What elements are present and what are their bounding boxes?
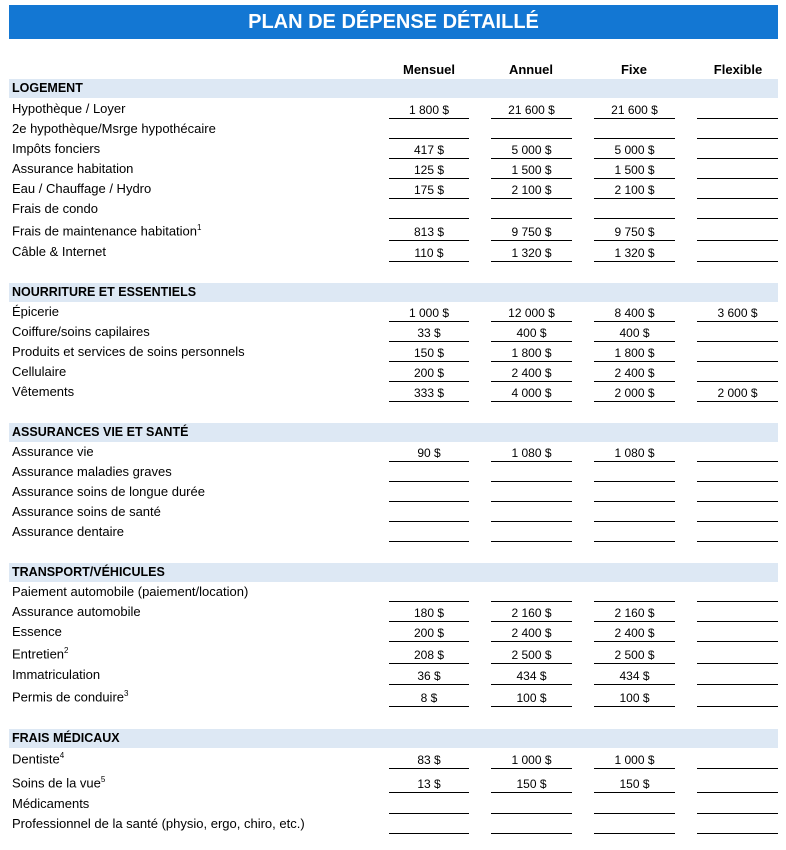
section-title: ASSURANCES VIE ET SANTÉ: [12, 425, 189, 439]
cell-annuel[interactable]: 4 000 $: [491, 384, 572, 402]
cell-mensuel[interactable]: 813 $: [389, 223, 469, 241]
cell-fixe[interactable]: [594, 584, 675, 602]
cell-mensuel[interactable]: [389, 121, 469, 139]
row-label: Médicaments: [12, 796, 90, 811]
cell-annuel[interactable]: [491, 796, 572, 814]
cell-mensuel[interactable]: 180 $: [389, 604, 469, 622]
row-label: Assurance maladies graves: [12, 464, 172, 479]
cell-fixe[interactable]: 150 $: [594, 775, 675, 793]
cell-flexible[interactable]: [697, 223, 778, 241]
column-header-mensuel: Mensuel: [402, 62, 455, 77]
cell-flexible[interactable]: [697, 646, 778, 664]
cell-mensuel[interactable]: [389, 796, 469, 814]
cell-mensuel[interactable]: 333 $: [389, 384, 469, 402]
cell-fixe[interactable]: 1 080 $: [594, 444, 675, 462]
cell-mensuel[interactable]: 175 $: [389, 181, 469, 199]
row-label: Immatriculation: [12, 667, 101, 682]
column-header-annuel: Annuel: [508, 62, 554, 77]
cell-mensuel[interactable]: [389, 484, 469, 502]
cell-mensuel[interactable]: [389, 584, 469, 602]
column-header-flexible: Flexible: [713, 62, 763, 77]
cell-mensuel[interactable]: 90 $: [389, 444, 469, 462]
cell-mensuel[interactable]: [389, 201, 469, 219]
row-label: Permis de conduire$^3$: [12, 689, 129, 705]
cell-flexible[interactable]: [697, 201, 778, 219]
row-label: Essence: [12, 624, 62, 639]
cell-fixe[interactable]: [594, 524, 675, 542]
cell-flexible[interactable]: [697, 584, 778, 602]
row-label: Assurance habitation: [12, 161, 134, 176]
cell-annuel[interactable]: [491, 504, 572, 522]
cell-annuel[interactable]: 150 $: [491, 775, 572, 793]
cell-mensuel[interactable]: 1 800 $: [389, 101, 469, 119]
cell-flexible[interactable]: [697, 604, 778, 622]
row-label: Paiement automobile (paiement/location): [12, 584, 249, 599]
cell-flexible[interactable]: [697, 775, 778, 793]
cell-fixe[interactable]: 400 $: [594, 324, 675, 342]
cell-fixe[interactable]: [594, 796, 675, 814]
cell-annuel[interactable]: 1 800 $: [491, 344, 572, 362]
cell-annuel[interactable]: 434 $: [491, 667, 572, 685]
cell-flexible[interactable]: [697, 796, 778, 814]
cell-annuel[interactable]: [491, 201, 572, 219]
cell-fixe[interactable]: 2 000 $: [594, 384, 675, 402]
cell-flexible[interactable]: [697, 244, 778, 262]
cell-fixe[interactable]: [594, 121, 675, 139]
cell-mensuel[interactable]: 110 $: [389, 244, 469, 262]
cell-annuel[interactable]: 1 000 $: [491, 751, 572, 769]
section-title: FRAIS MÉDICAUX: [12, 731, 120, 745]
cell-annuel[interactable]: [491, 524, 572, 542]
cell-flexible[interactable]: [697, 161, 778, 179]
footnote-marker: 5: [100, 775, 106, 784]
row-label: Professionnel de la santé (physio, ergo, chiro, etc.): [12, 816, 305, 831]
footnote-marker: 1: [197, 223, 202, 232]
cell-flexible[interactable]: [697, 364, 778, 382]
row-label: Dentiste$^4$: [12, 751, 65, 767]
footnote-marker: 4: [59, 751, 65, 760]
cell-annuel[interactable]: [491, 816, 572, 834]
cell-fixe[interactable]: 1 000 $: [594, 751, 675, 769]
section-title: LOGEMENT: [12, 81, 83, 95]
row-label: Eau / Chauffage / Hydro: [12, 181, 152, 196]
cell-mensuel[interactable]: 150 $: [389, 344, 469, 362]
cell-flexible[interactable]: [697, 667, 778, 685]
footnote-marker: 2: [64, 646, 69, 655]
cell-fixe[interactable]: 2 400 $: [594, 364, 675, 382]
cell-annuel[interactable]: 1 500 $: [491, 161, 572, 179]
row-label: Hypothèque / Loyer: [12, 101, 126, 116]
cell-fixe[interactable]: [594, 201, 675, 219]
cell-flexible[interactable]: [697, 121, 778, 139]
row-label: Assurance dentaire: [12, 524, 125, 539]
cell-fixe[interactable]: 8 400 $: [594, 304, 675, 322]
cell-mensuel[interactable]: 1 000 $: [389, 304, 469, 322]
cell-annuel[interactable]: 21 600 $: [491, 101, 572, 119]
cell-annuel[interactable]: 400 $: [491, 324, 572, 342]
cell-fixe[interactable]: [594, 464, 675, 482]
cell-mensuel[interactable]: 36 $: [389, 667, 469, 685]
row-label: Assurance soins de longue durée: [12, 484, 205, 499]
cell-annuel[interactable]: [491, 464, 572, 482]
cell-flexible[interactable]: [697, 751, 778, 769]
cell-annuel[interactable]: [491, 121, 572, 139]
cell-flexible[interactable]: [697, 344, 778, 362]
footnote-marker: 3: [124, 689, 129, 698]
cell-mensuel[interactable]: 200 $: [389, 624, 469, 642]
row-label: Vêtements: [12, 384, 75, 399]
cell-fixe[interactable]: 100 $: [594, 689, 675, 707]
cell-flexible[interactable]: 2 000 $: [697, 384, 778, 402]
cell-annuel[interactable]: 2 400 $: [491, 364, 572, 382]
cell-fixe[interactable]: [594, 484, 675, 502]
cell-annuel[interactable]: 2 100 $: [491, 181, 572, 199]
row-label: Câble & Internet: [12, 244, 106, 259]
cell-annuel[interactable]: 1 080 $: [491, 444, 572, 462]
cell-annuel[interactable]: 1 320 $: [491, 244, 572, 262]
cell-mensuel[interactable]: 208 $: [389, 646, 469, 664]
section-title: NOURRITURE ET ESSENTIELS: [12, 285, 197, 299]
cell-annuel[interactable]: 2 500 $: [491, 646, 572, 664]
cell-fixe[interactable]: 2 160 $: [594, 604, 675, 622]
cell-flexible[interactable]: [697, 484, 778, 502]
cell-fixe[interactable]: [594, 504, 675, 522]
row-label: Cellulaire: [12, 364, 67, 379]
cell-fixe[interactable]: 21 600 $: [594, 101, 675, 119]
cell-annuel[interactable]: 5 000 $: [491, 141, 572, 159]
cell-flexible[interactable]: 3 600 $: [697, 304, 778, 322]
column-header-fixe: Fixe: [620, 62, 647, 77]
cell-mensuel[interactable]: [389, 524, 469, 542]
cell-flexible[interactable]: [697, 624, 778, 642]
cell-flexible[interactable]: [697, 464, 778, 482]
row-label: Épicerie: [12, 304, 59, 319]
cell-fixe[interactable]: 1 320 $: [594, 244, 675, 262]
cell-mensuel[interactable]: 417 $: [389, 141, 469, 159]
cell-fixe[interactable]: 2 400 $: [594, 624, 675, 642]
cell-flexible[interactable]: [697, 141, 778, 159]
cell-mensuel[interactable]: 83 $: [389, 751, 469, 769]
row-label: Frais de condo: [12, 201, 98, 216]
row-label: Assurance soins de santé: [12, 504, 161, 519]
cell-annuel[interactable]: [491, 584, 572, 602]
cell-mensuel[interactable]: 8 $: [389, 689, 469, 707]
row-label: Frais de maintenance habitation$^1$: [12, 223, 202, 239]
cell-mensuel[interactable]: 13 $: [389, 775, 469, 793]
section-header-bar: [9, 729, 778, 748]
section-header-bar: [9, 79, 778, 98]
row-label: Entretien$^2$: [12, 646, 69, 662]
cell-flexible[interactable]: [697, 181, 778, 199]
cell-fixe[interactable]: 2 100 $: [594, 181, 675, 199]
page-title: PLAN DE DÉPENSE DÉTAILLÉ: [9, 5, 778, 39]
cell-flexible[interactable]: [697, 689, 778, 707]
cell-flexible[interactable]: [697, 444, 778, 462]
cell-mensuel[interactable]: [389, 504, 469, 522]
cell-fixe[interactable]: [594, 816, 675, 834]
row-label: Assurance automobile: [12, 604, 141, 619]
cell-fixe[interactable]: 9 750 $: [594, 223, 675, 241]
section-title: TRANSPORT/VÉHICULES: [12, 565, 165, 579]
cell-mensuel[interactable]: [389, 816, 469, 834]
row-label: Produits et services de soins personnels: [12, 344, 245, 359]
cell-flexible[interactable]: [697, 816, 778, 834]
row-label: 2e hypothèque/Msrge hypothécaire: [12, 121, 216, 136]
cell-flexible[interactable]: [697, 324, 778, 342]
cell-mensuel[interactable]: 33 $: [389, 324, 469, 342]
cell-annuel[interactable]: 100 $: [491, 689, 572, 707]
cell-mensuel[interactable]: 125 $: [389, 161, 469, 179]
cell-annuel[interactable]: 2 160 $: [491, 604, 572, 622]
row-label: Soins de la vue$^5$: [12, 775, 106, 791]
cell-flexible[interactable]: [697, 524, 778, 542]
cell-annuel[interactable]: [491, 484, 572, 502]
cell-fixe[interactable]: 1 800 $: [594, 344, 675, 362]
cell-annuel[interactable]: 12 000 $: [491, 304, 572, 322]
cell-mensuel[interactable]: 200 $: [389, 364, 469, 382]
row-label: Coiffure/soins capilaires: [12, 324, 150, 339]
cell-annuel[interactable]: 2 400 $: [491, 624, 572, 642]
cell-annuel[interactable]: 9 750 $: [491, 223, 572, 241]
row-label: Assurance vie: [12, 444, 94, 459]
cell-flexible[interactable]: [697, 101, 778, 119]
cell-flexible[interactable]: [697, 504, 778, 522]
row-label: Impôts fonciers: [12, 141, 101, 156]
cell-mensuel[interactable]: [389, 464, 469, 482]
cell-fixe[interactable]: 5 000 $: [594, 141, 675, 159]
cell-fixe[interactable]: 2 500 $: [594, 646, 675, 664]
cell-fixe[interactable]: 434 $: [594, 667, 675, 685]
cell-fixe[interactable]: 1 500 $: [594, 161, 675, 179]
